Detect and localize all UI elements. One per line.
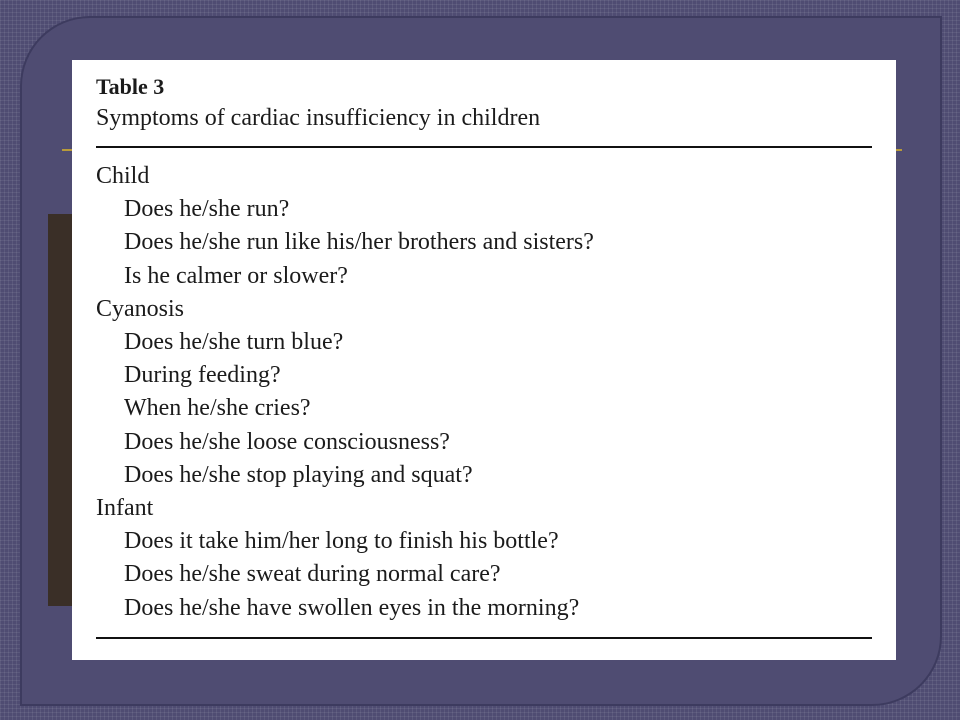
table-row: Does he/she run like his/her brothers and sisters? <box>124 229 594 256</box>
table-row: Does he/she run? <box>124 196 290 223</box>
table-rows <box>96 160 872 625</box>
table-row: Does he/she loose consciousness? <box>124 428 450 455</box>
section-heading-cyanosis: Cyanosis <box>96 295 185 322</box>
table-row: Does he/she have swollen eyes in the morning? <box>124 594 580 621</box>
table-row: Is he calmer or slower? <box>124 262 348 289</box>
section-heading-child: Child <box>96 163 150 189</box>
table-row: When he/she cries? <box>124 395 311 422</box>
table-block <box>96 70 872 639</box>
table-top-rule <box>96 146 872 148</box>
table-title: Symptoms of cardiac insufficiency in children <box>96 105 541 131</box>
table-bottom-rule <box>96 637 872 639</box>
table-row: Does he/she stop playing and squat? <box>124 461 473 488</box>
table-row: During feeding? <box>124 362 281 389</box>
table-row: Does it take him/her long to finish his bottle? <box>124 528 559 555</box>
table-label: Table 3 <box>96 74 165 99</box>
table-row: Does he/she sweat during normal care? <box>124 561 501 588</box>
table-card <box>72 60 896 660</box>
table-row: Does he/she turn blue? <box>124 329 344 356</box>
section-heading-infant: Infant <box>96 495 154 522</box>
